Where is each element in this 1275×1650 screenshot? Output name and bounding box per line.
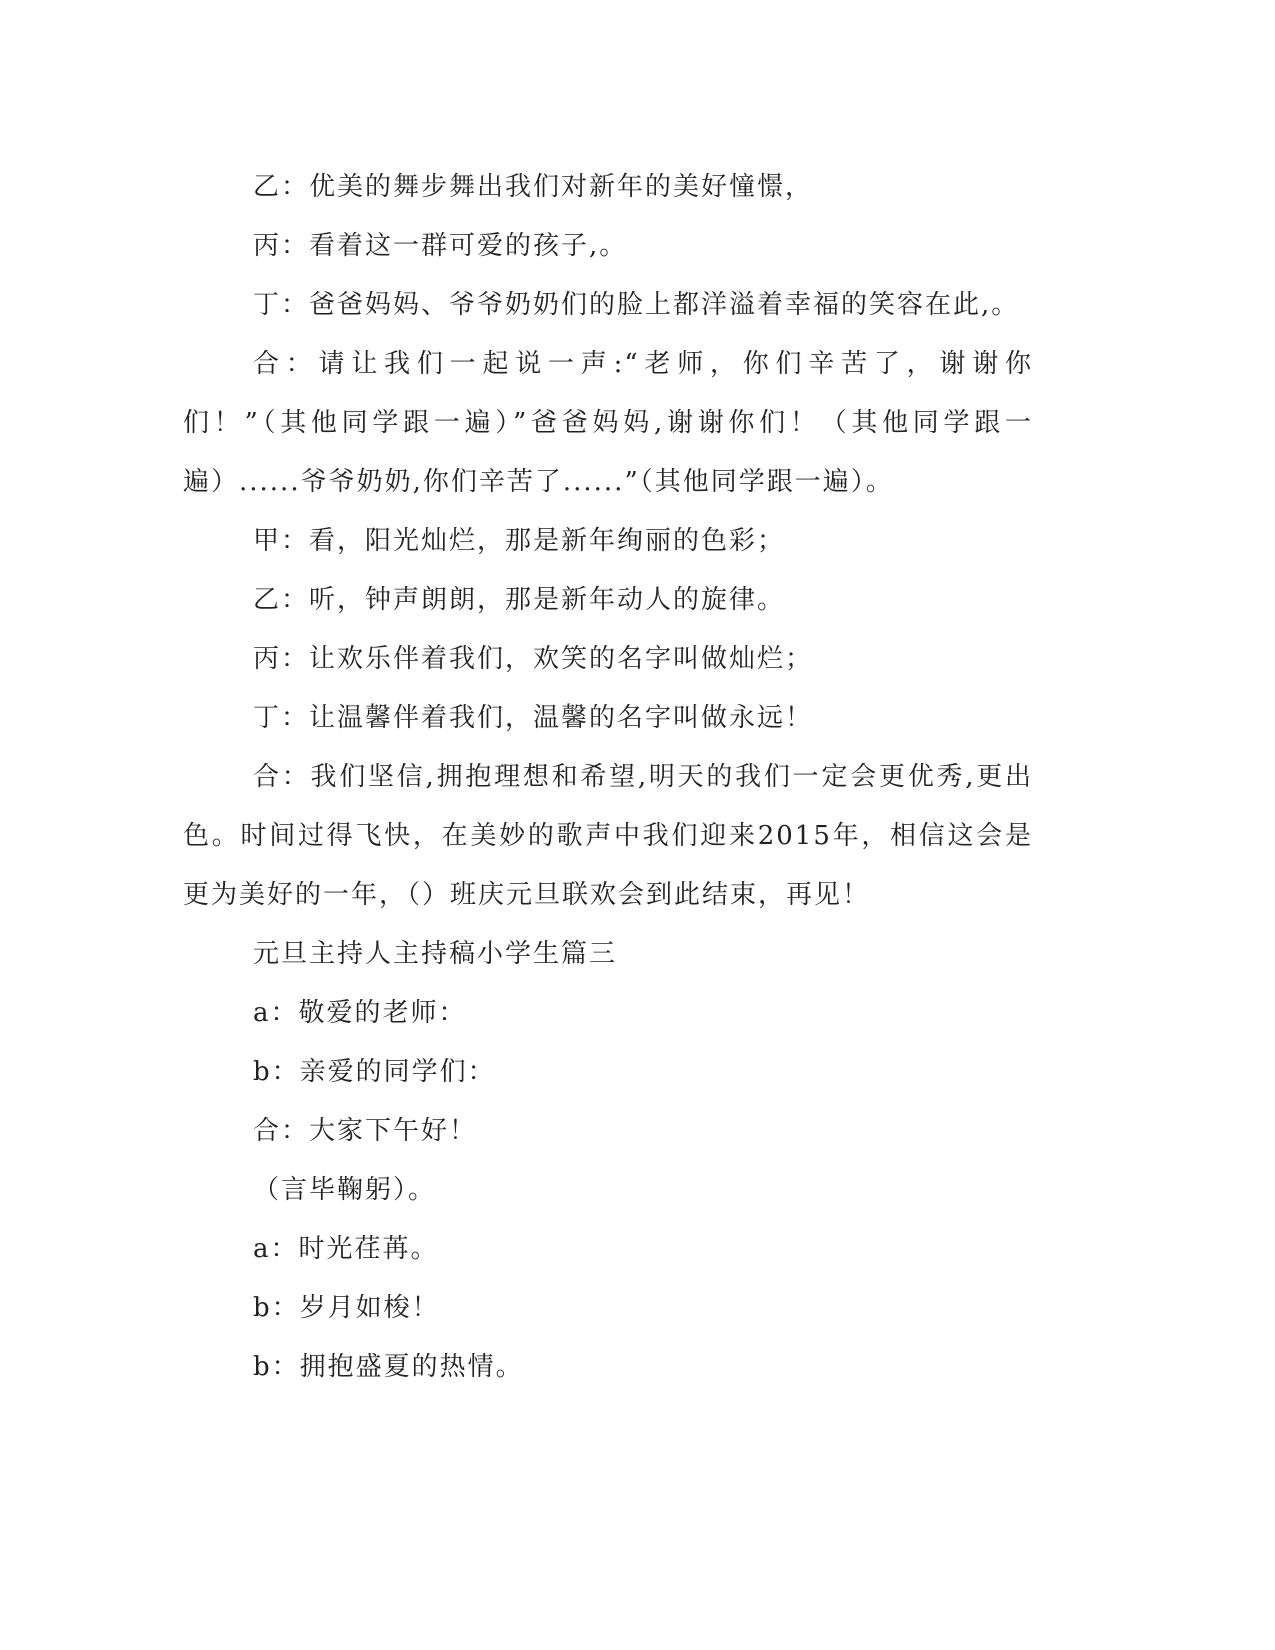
paragraph: b：亲爱的同学们： bbox=[253, 1057, 496, 1087]
paragraph: 丁：让温馨伴着我们，温馨的名字叫做永远！ bbox=[253, 703, 814, 733]
paragraph: 乙：优美的舞步舞出我们对新年的美好憧憬， bbox=[253, 172, 814, 202]
paragraph: 合：我们坚信,拥抱理想和希望,明天的我们一定会更优秀,更出色。时间过得飞快，在美妙的歌声中我们迎来2015年，相信这会是更为美好的一年，（）班庆元旦联欢会到此结束，再见！ bbox=[183, 762, 1033, 910]
paragraph: （言毕鞠躬）。 bbox=[253, 1175, 437, 1205]
paragraph: 乙：听，钟声朗朗，那是新年动人的旋律。 bbox=[253, 585, 786, 615]
paragraph: b：拥抱盛夏的热情。 bbox=[253, 1352, 524, 1382]
paragraph: b：岁月如梭！ bbox=[253, 1293, 440, 1323]
paragraph: 甲：看，阳光灿烂，那是新年绚丽的色彩； bbox=[253, 526, 786, 556]
paragraph: a：敬爱的老师： bbox=[253, 998, 467, 1028]
paragraph: 合：大家下午好！ bbox=[253, 1116, 478, 1146]
paragraph: 丁：爸爸妈妈、爷爷奶奶们的脸上都洋溢着幸福的笑容在此,。 bbox=[253, 290, 1020, 320]
paragraph: 元旦主持人主持稿小学生篇三 bbox=[253, 939, 618, 969]
paragraph: a：时光荏苒。 bbox=[253, 1234, 439, 1264]
paragraph: 丙：看着这一群可爱的孩子,。 bbox=[253, 231, 628, 261]
paragraph: 合：请让我们一起说一声:“老师，你们辛苦了，谢谢你们！”（其他同学跟一遍）”爸爸妈妈,谢谢你们！（其他同学跟一遍）......爷爷奶奶,你们辛苦了......”（其他同学跟一遍）。 bbox=[183, 349, 1033, 497]
document-body bbox=[183, 158, 1033, 1397]
paragraph: 丙：让欢乐伴着我们，欢笑的名字叫做灿烂； bbox=[253, 644, 814, 674]
